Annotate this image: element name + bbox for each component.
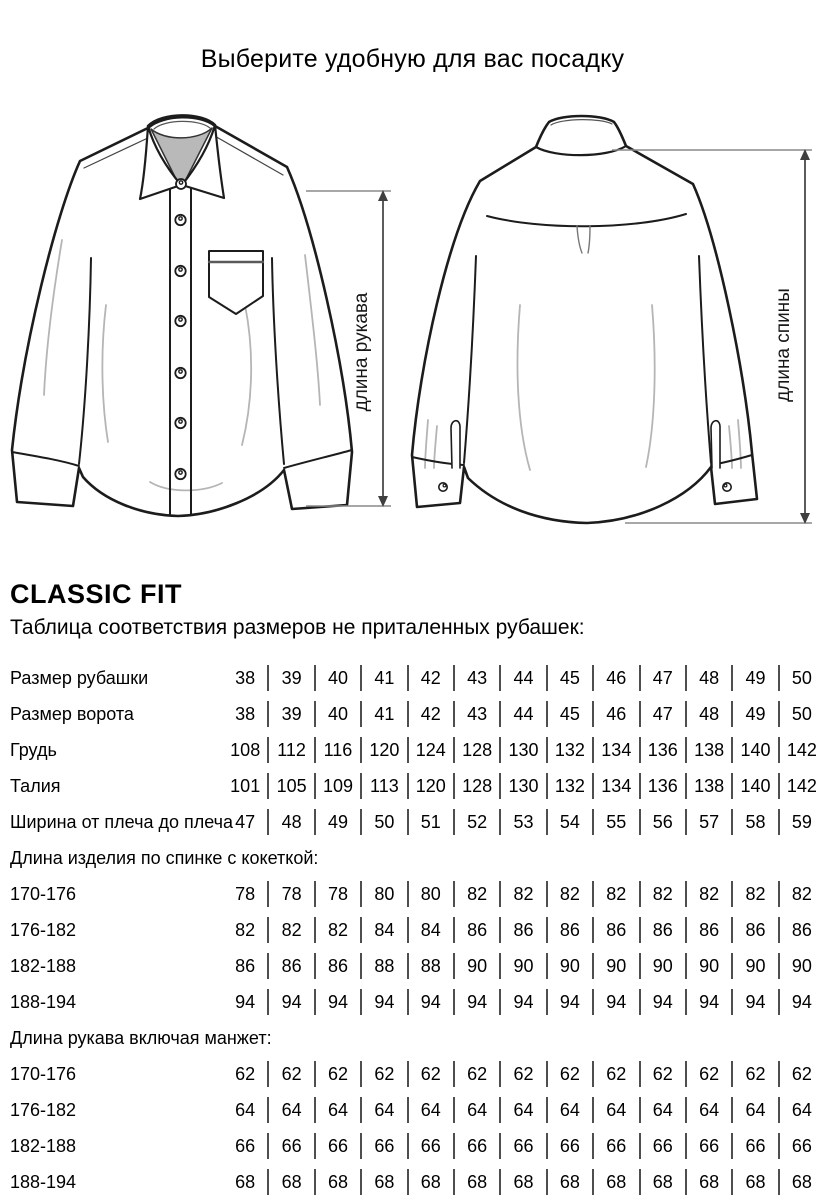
page-title: Выберите удобную для вас посадку: [200, 45, 625, 73]
shirts-diagram-svg: [0, 105, 825, 555]
value-cell: 94: [361, 984, 407, 1020]
table-row: [0, 1092, 825, 1128]
row-label: 176-182: [10, 1099, 77, 1120]
value-cell: 112: [268, 732, 314, 768]
value-cell: 86: [593, 912, 639, 948]
value-cell: 68: [547, 1164, 593, 1200]
value-cell: 82: [268, 912, 314, 948]
value-cell: 108: [230, 739, 261, 760]
value-cell: 64: [500, 1092, 546, 1128]
table-row: [0, 948, 825, 984]
table-row: [0, 804, 825, 840]
value-cell: 66: [732, 1128, 778, 1164]
value-cell: 86: [235, 955, 256, 976]
table-row: [0, 1056, 825, 1092]
value-cell: 90: [500, 948, 546, 984]
value-cell: 88: [408, 948, 454, 984]
value-cell: 120: [408, 768, 454, 804]
value-cell: 49: [315, 804, 361, 840]
value-cell: 53: [500, 804, 546, 840]
value-cell: 94: [500, 984, 546, 1020]
value-cell: 116: [315, 732, 361, 768]
value-cell: 41: [361, 660, 407, 696]
row-label: Ширина от плеча до плеча: [10, 811, 234, 832]
value-cell: 132: [547, 768, 593, 804]
value-cell: 51: [408, 804, 454, 840]
value-cell: 142: [779, 768, 825, 804]
value-cell: 82: [547, 876, 593, 912]
value-cell: 66: [235, 1135, 256, 1156]
section-header-row: [0, 840, 825, 876]
back-length-label: длина спины: [773, 288, 794, 402]
value-cell: 62: [500, 1056, 546, 1092]
value-cell: 62: [593, 1056, 639, 1092]
value-cell: 62: [361, 1056, 407, 1092]
value-cell: 41: [361, 696, 407, 732]
value-cell: 43: [454, 696, 500, 732]
value-cell: 136: [640, 768, 686, 804]
value-cell: 68: [640, 1164, 686, 1200]
value-cell: 66: [454, 1128, 500, 1164]
value-cell: 58: [732, 804, 778, 840]
row-label: Размер рубашки: [10, 667, 149, 688]
row-label: Размер ворота: [10, 703, 134, 724]
value-cell: 142: [779, 732, 825, 768]
value-cell: 49: [732, 696, 778, 732]
value-cell: 62: [732, 1056, 778, 1092]
size-table: [0, 660, 825, 1200]
value-cell: 62: [408, 1056, 454, 1092]
value-cell: 66: [686, 1128, 732, 1164]
row-label: Грудь: [10, 739, 57, 760]
value-cell: 66: [640, 1128, 686, 1164]
value-cell: 90: [686, 948, 732, 984]
value-cell: 62: [686, 1056, 732, 1092]
row-label: 170-176: [10, 1063, 77, 1084]
value-cell: 82: [315, 912, 361, 948]
value-cell: 64: [686, 1092, 732, 1128]
value-cell: 90: [454, 948, 500, 984]
value-cell: 68: [315, 1164, 361, 1200]
value-cell: 45: [547, 660, 593, 696]
value-cell: 43: [454, 660, 500, 696]
value-cell: 46: [593, 660, 639, 696]
value-cell: 101: [230, 775, 261, 796]
value-cell: 86: [315, 948, 361, 984]
sleeve-length-label: длина рукава: [351, 292, 372, 412]
value-cell: 66: [547, 1128, 593, 1164]
value-cell: 64: [268, 1092, 314, 1128]
value-cell: 38: [235, 703, 256, 724]
value-cell: 64: [408, 1092, 454, 1128]
value-cell: 90: [732, 948, 778, 984]
value-cell: 94: [640, 984, 686, 1020]
value-cell: 94: [454, 984, 500, 1020]
value-cell: 48: [686, 660, 732, 696]
value-cell: 64: [732, 1092, 778, 1128]
table-row: [0, 660, 825, 696]
value-cell: 68: [779, 1164, 825, 1200]
value-cell: 82: [779, 876, 825, 912]
value-cell: 64: [235, 1099, 256, 1120]
value-cell: 66: [268, 1128, 314, 1164]
row-label: Талия: [10, 775, 61, 796]
value-cell: 50: [779, 660, 825, 696]
value-cell: 39: [268, 660, 314, 696]
value-cell: 82: [686, 876, 732, 912]
value-cell: 84: [408, 912, 454, 948]
value-cell: 68: [268, 1164, 314, 1200]
value-cell: 66: [593, 1128, 639, 1164]
value-cell: 88: [361, 948, 407, 984]
back-shirt-drawing: [412, 116, 757, 523]
value-cell: 86: [500, 912, 546, 948]
value-cell: 66: [779, 1128, 825, 1164]
section-header-row: [0, 1020, 825, 1056]
table-row: [0, 984, 825, 1020]
value-cell: 48: [686, 696, 732, 732]
value-cell: 113: [361, 768, 407, 804]
value-cell: 132: [547, 732, 593, 768]
value-cell: 94: [408, 984, 454, 1020]
table-row: [0, 876, 825, 912]
row-label: 188-194: [10, 1171, 77, 1192]
value-cell: 66: [408, 1128, 454, 1164]
value-cell: 86: [454, 912, 500, 948]
value-cell: 66: [315, 1128, 361, 1164]
value-cell: 94: [593, 984, 639, 1020]
value-cell: 62: [640, 1056, 686, 1092]
value-cell: 82: [732, 876, 778, 912]
value-cell: 56: [640, 804, 686, 840]
table-row: [0, 912, 825, 948]
value-cell: 128: [454, 768, 500, 804]
table-row: [0, 1128, 825, 1164]
value-cell: 68: [732, 1164, 778, 1200]
value-cell: 78: [268, 876, 314, 912]
value-cell: 80: [361, 876, 407, 912]
value-cell: 90: [779, 948, 825, 984]
value-cell: 64: [361, 1092, 407, 1128]
value-cell: 82: [640, 876, 686, 912]
value-cell: 57: [686, 804, 732, 840]
value-cell: 66: [500, 1128, 546, 1164]
value-cell: 68: [408, 1164, 454, 1200]
value-cell: 120: [361, 732, 407, 768]
value-cell: 44: [500, 696, 546, 732]
value-cell: 134: [593, 732, 639, 768]
value-cell: 84: [361, 912, 407, 948]
value-cell: 140: [732, 768, 778, 804]
table-row: [0, 732, 825, 768]
value-cell: 64: [315, 1092, 361, 1128]
value-cell: 94: [779, 984, 825, 1020]
shirt-diagrams: [0, 105, 825, 555]
value-cell: 94: [268, 984, 314, 1020]
value-cell: 62: [779, 1056, 825, 1092]
value-cell: 124: [408, 732, 454, 768]
value-cell: 68: [593, 1164, 639, 1200]
value-cell: 40: [315, 696, 361, 732]
value-cell: 45: [547, 696, 593, 732]
value-cell: 90: [640, 948, 686, 984]
value-cell: 105: [268, 768, 314, 804]
value-cell: 94: [235, 991, 256, 1012]
table-row: [0, 768, 825, 804]
value-cell: 109: [315, 768, 361, 804]
value-cell: 86: [268, 948, 314, 984]
value-cell: 78: [235, 883, 256, 904]
value-cell: 66: [361, 1128, 407, 1164]
value-cell: 94: [686, 984, 732, 1020]
table-row: [0, 1164, 825, 1200]
value-cell: 54: [547, 804, 593, 840]
table-row: [0, 696, 825, 732]
value-cell: 44: [500, 660, 546, 696]
value-cell: 86: [732, 912, 778, 948]
value-cell: 136: [640, 732, 686, 768]
classic-fit-heading: CLASSIC FIT: [10, 579, 182, 609]
value-cell: 82: [593, 876, 639, 912]
value-cell: 62: [547, 1056, 593, 1092]
value-cell: 59: [779, 804, 825, 840]
value-cell: 62: [268, 1056, 314, 1092]
value-cell: 140: [732, 732, 778, 768]
value-cell: 42: [408, 660, 454, 696]
value-cell: 128: [454, 732, 500, 768]
row-label: 188-194: [10, 991, 77, 1012]
value-cell: 130: [500, 732, 546, 768]
value-cell: 50: [779, 696, 825, 732]
value-cell: 94: [315, 984, 361, 1020]
value-cell: 86: [686, 912, 732, 948]
value-cell: 90: [547, 948, 593, 984]
value-cell: 86: [779, 912, 825, 948]
value-cell: 47: [235, 811, 256, 832]
row-label: 176-182: [10, 919, 77, 940]
value-cell: 138: [686, 732, 732, 768]
value-cell: 40: [315, 660, 361, 696]
value-cell: 64: [640, 1092, 686, 1128]
value-cell: 47: [640, 696, 686, 732]
value-cell: 42: [408, 696, 454, 732]
value-cell: 64: [779, 1092, 825, 1128]
value-cell: 47: [640, 660, 686, 696]
table-subtitle: Таблица соответствия размеров не приталенных рубашек:: [10, 616, 585, 639]
value-cell: 90: [593, 948, 639, 984]
value-cell: 64: [454, 1092, 500, 1128]
value-cell: 64: [547, 1092, 593, 1128]
value-cell: 52: [454, 804, 500, 840]
row-label: 182-188: [10, 955, 77, 976]
value-cell: 78: [315, 876, 361, 912]
value-cell: 62: [454, 1056, 500, 1092]
value-cell: 38: [235, 667, 256, 688]
value-cell: 39: [268, 696, 314, 732]
value-cell: 80: [408, 876, 454, 912]
value-cell: 68: [235, 1171, 256, 1192]
value-cell: 82: [454, 876, 500, 912]
value-cell: 55: [593, 804, 639, 840]
value-cell: 82: [235, 919, 256, 940]
front-shirt-drawing: [12, 115, 352, 516]
row-label: 182-188: [10, 1135, 77, 1156]
value-cell: 86: [640, 912, 686, 948]
value-cell: 62: [235, 1063, 256, 1084]
row-label: Длина изделия по спинке с кокеткой:: [10, 847, 319, 868]
value-cell: 64: [593, 1092, 639, 1128]
row-label: 170-176: [10, 883, 77, 904]
row-label: Длина рукава включая манжет:: [10, 1027, 272, 1048]
value-cell: 49: [732, 660, 778, 696]
value-cell: 138: [686, 768, 732, 804]
value-cell: 68: [500, 1164, 546, 1200]
value-cell: 62: [315, 1056, 361, 1092]
value-cell: 50: [361, 804, 407, 840]
value-cell: 68: [454, 1164, 500, 1200]
value-cell: 130: [500, 768, 546, 804]
value-cell: 134: [593, 768, 639, 804]
value-cell: 68: [361, 1164, 407, 1200]
value-cell: 82: [500, 876, 546, 912]
value-cell: 46: [593, 696, 639, 732]
value-cell: 94: [732, 984, 778, 1020]
value-cell: 94: [547, 984, 593, 1020]
value-cell: 48: [268, 804, 314, 840]
value-cell: 68: [686, 1164, 732, 1200]
value-cell: 86: [547, 912, 593, 948]
